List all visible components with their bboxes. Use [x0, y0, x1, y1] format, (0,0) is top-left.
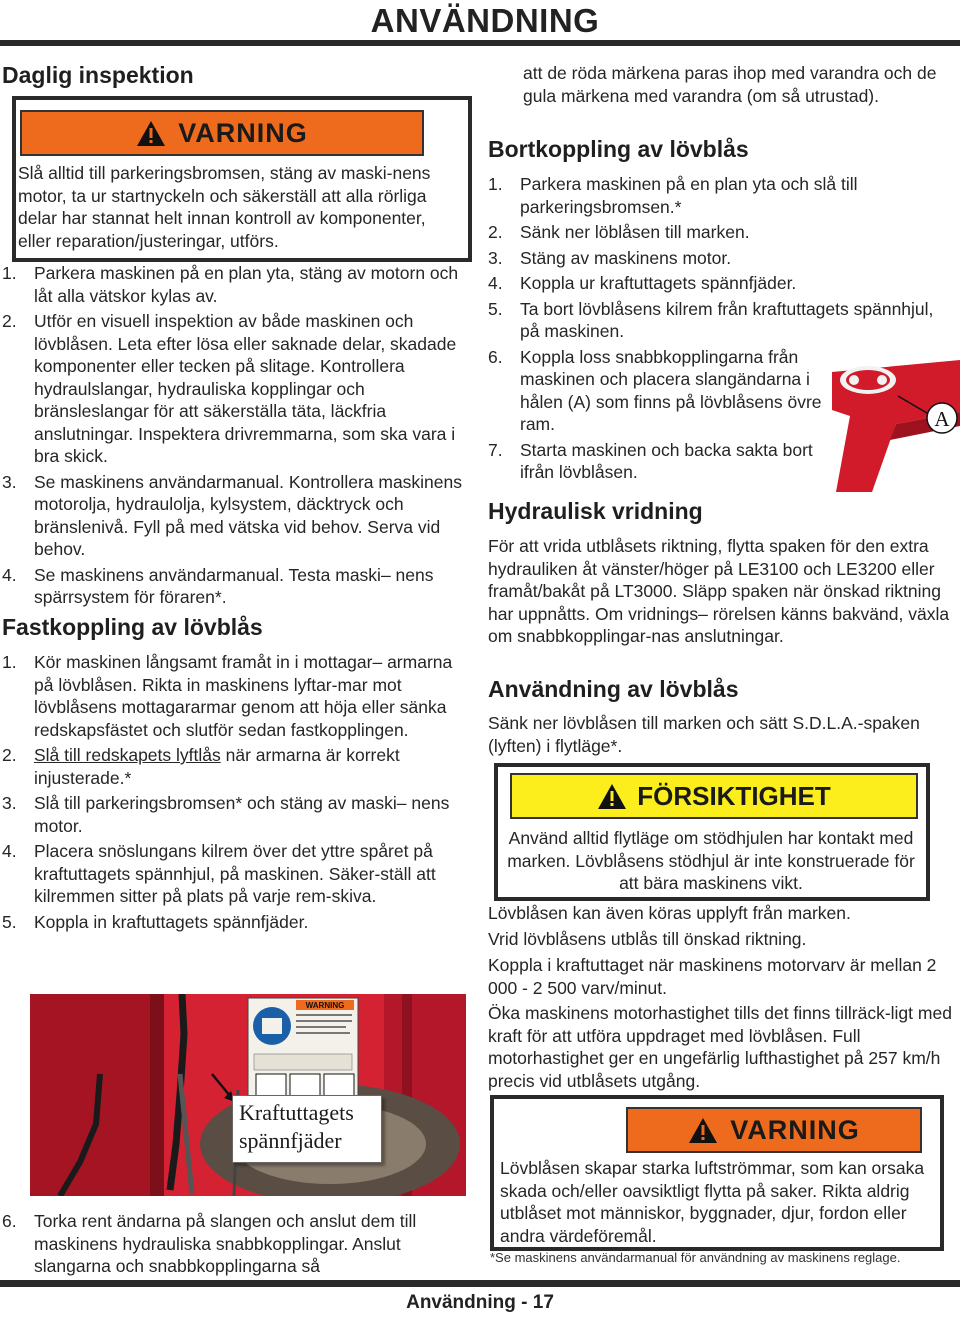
caution-triangle-icon [597, 783, 627, 810]
warning-banner-1 [20, 110, 424, 156]
page-header-title: ANVÄNDNING [370, 2, 600, 39]
hose-holes-figure [832, 352, 960, 492]
footnote: *Se maskinens användarmanual för användning av maskinens reglage. [490, 1250, 901, 1265]
header-rule [0, 40, 960, 46]
daily-inspection-steps [2, 262, 462, 609]
hydraulic-rotation-text: För att vrida utblåsets riktning, flytta spaken för den extra hydrauliken åt vänster/höger på LE3100 och LE3200 eller framåt/bakåt på LT3000. Släpp spaken när önskad riktning har uppnåtts. Om vridnings– rörelsen känns bakvänd, växla om snabbkopplingar-nas anslutningar. [488, 536, 950, 646]
list-item: 4. Koppla ur kraftuttagets spännfjäder. [488, 273, 797, 293]
warning-text-2: Lövblåsen skapar starka luftströmmar, som kan orsaka skada och/eller oavsiktligt flytta på saker. Rikta aldrig utblåset mot människor, byggnader, djur, fordon eller andra värdeföremål. [500, 1158, 925, 1246]
list-item: 3. Se maskinens användarmanual. Kontrollera maskinens motorolja, hydraulolja, kylsystem, däcktryck och bränslenivå. Fyll på med vätska vid behov. Serva vid behov. [2, 471, 463, 559]
list-item: 2. Slå till redskapets lyftlås när armarna är korrekt injusterade.* [2, 745, 400, 788]
list-item: 3. Slå till parkeringsbromsen* och stäng av maski– nens motor. [2, 793, 450, 836]
warning-banner-2 [626, 1107, 922, 1153]
warning-triangle-icon [136, 120, 166, 147]
paragraph-engine-speed: Öka maskinens motorhastighet tills det finns tillräck-ligt med kraft för att utföra uppdraget med lövblåsen. Full motorhastighet ger en ungefärlig lufthastighet på 257 km/h precis vid utblåsets utgång. [488, 1003, 952, 1091]
list-item: 1. Parkera maskinen på en plan yta, stäng av motorn och låt alla vätskor kylas av. [2, 263, 459, 306]
callout-line-2: spännfjäder [239, 1128, 342, 1153]
blower-use-text: Sänk ner lövblåsen till marken och sätt S.D.L.A.-spaken (lyften) i flytläge*. [488, 713, 920, 756]
figure-label-a: A [934, 407, 950, 431]
footer-rule [0, 1280, 960, 1287]
list-item: 2. Sänk ner löblåsen till marken. [488, 222, 750, 242]
list-item: 5. Ta bort lövblåsens kilrem från kraftuttagets spännhjul, på maskinen. [488, 298, 934, 341]
warning-box-2 [490, 1095, 944, 1251]
attach-step-6 [2, 1210, 462, 1278]
warning-triangle-icon-2 [688, 1117, 718, 1144]
caution-box [494, 763, 930, 901]
list-item: 6. Torka rent ändarna på slangen och anslut dem till maskinens hydrauliska snabbkopplingar. Anslut slangarna och snabbkopplingarna så [2, 1211, 417, 1276]
hydraulic-rotation-heading: Hydraulisk vridning [488, 498, 703, 524]
list-item: 1. Kör maskinen långsamt framåt in i mottagar– armarna på lövblåsen. Rikta in maskinens lyftar-mar mot lövblåsens mottagararmar genom att höja eller sänka redskapsfästet och slutför sedan fastkopplingen. [2, 652, 453, 740]
list-item: 5. Koppla in kraftuttagets spännfjäder. [2, 911, 309, 932]
attach-heading: Fastkoppling av lövblås [2, 614, 263, 640]
warning-text-1: Slå alltid till parkeringsbromsen, stäng av maski-nens motor, ta ur startnyckeln och säkerställ att alla rörliga delar har stannat helt innan kontroll av komponenter, eller reparation/justeringar, utförs. [18, 163, 431, 251]
callout-line-1: Kraftuttagets [239, 1100, 354, 1125]
caution-label: FÖRSIKTIGHET [637, 780, 831, 811]
photo-sticker-label: WARNING [305, 1001, 345, 1010]
page-footer-label: Användning - 17 [406, 1292, 554, 1313]
list-item: 7. Starta maskinen och backa sakta bort ifrån lövblåsen. [488, 439, 813, 482]
blower-use-heading: Användning av lövblås [488, 676, 739, 702]
warning-box-1 [12, 96, 472, 262]
list-item: 4. Se maskinens användarmanual. Testa maski– nens spärrsystem för föraren*. [2, 564, 434, 607]
paragraph-engage-pto: Koppla i kraftuttaget när maskinens motorvarv är mellan 2 000 - 2 500 varv/minut. [488, 955, 937, 998]
list-item: 2. Utför en visuell inspektion av både maskinen och lövblåsen. Leta efter lösa eller saknade delar, skadade komponenter eller tecken på slitage. Kontrollera hydraulslangar, hydrauliska kopplingar och bränsleslangar för att säkerställa täta, läckfria anslutningar. Inspektera drivremmarna, som ska vara i bra skick. [2, 311, 457, 466]
list-item: 4. Placera snöslungans kilrem över det yttre spåret på kraftuttagets spännhjul, på maskinen. Säker-ställ att kilremmen sitter på plats på varje rem-skiva. [2, 841, 436, 906]
warning-label-1: VARNING [178, 117, 308, 148]
continued-paragraph: att de röda märkena paras ihop med varandra och de gula märkena med varandra (om så utrustad). [523, 63, 937, 106]
caution-banner [510, 773, 918, 819]
daily-inspection-heading: Daglig inspektion [2, 62, 194, 88]
list-item: 3. Stäng av maskinens motor. [488, 247, 732, 268]
list-item: 1. Parkera maskinen på en plan yta och slå till parkeringsbromsen.* [488, 174, 858, 217]
attach-steps [2, 651, 472, 933]
paragraph-turn-outlet: Vrid lövblåsens utblås till önskad riktning. [488, 929, 807, 949]
paragraph-raised-operation: Lövblåsen kan även köras upplyft från marken. [488, 903, 851, 923]
warning-label-2: VARNING [730, 1114, 860, 1145]
caution-text: Använd alltid flytläge om stödhjulen har kontakt med marken. Lövblåsens stödhjul är inte konstruerade för att bära maskinens vikt. [507, 828, 915, 893]
photo-callout [232, 1095, 382, 1163]
detach-heading: Bortkoppling av lövblås [488, 136, 749, 162]
list-item: 6. Koppla loss snabbkopplingarna från maskinen och placera slangändarna i hålen (A) som finns på lövblåsens övre ram. [488, 346, 822, 434]
